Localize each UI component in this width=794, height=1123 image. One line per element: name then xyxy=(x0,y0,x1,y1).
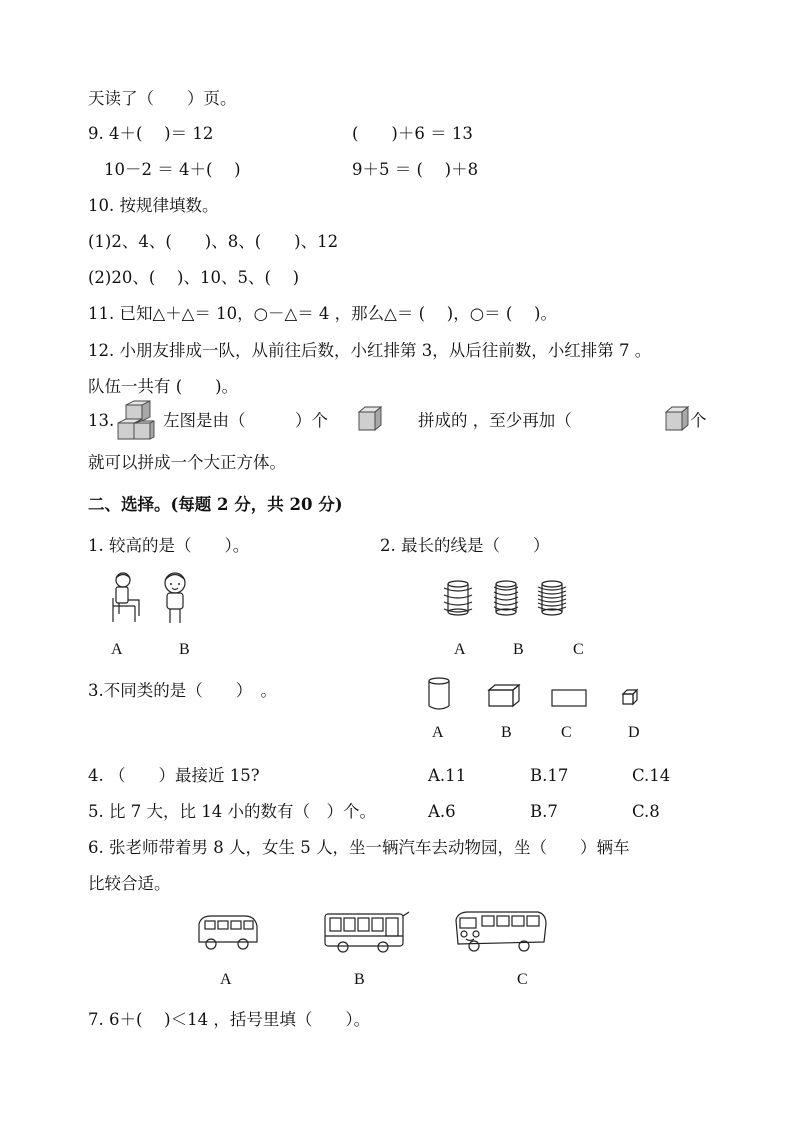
coiled-lines-image xyxy=(440,578,570,620)
choice-5-option-a: A.6 xyxy=(428,802,456,821)
small-van-image xyxy=(195,912,259,952)
choice-2: 2. 最长的线是（ ） xyxy=(380,536,550,555)
q2-label-a: A xyxy=(454,641,466,658)
choice-4-option-b: B.17 xyxy=(530,766,569,785)
choice-7: 7. 6＋( )＜14 ，括号里填（ ）。 xyxy=(88,1010,371,1029)
choice-5-option-b: B.7 xyxy=(530,802,558,821)
stacked-cubes-figure xyxy=(116,401,156,441)
q11: 11. 已知△＋△＝ 10，○－△＝ 4 ，那么△＝ ( )，○＝ ( )。 xyxy=(88,304,557,323)
q13-text-d: 就可以拼成一个大正方体。 xyxy=(88,453,286,472)
q10-part1: (1)2、4、( )、8、( )、12 xyxy=(88,232,339,251)
single-cube-icon xyxy=(357,406,383,432)
q13-number: 13. xyxy=(88,411,115,430)
choice-4-option-c: C.14 xyxy=(632,766,671,785)
standing-boy-image xyxy=(158,570,194,626)
q13-text-a: 左图是由（ ）个 xyxy=(163,411,328,430)
q6-label-c: C xyxy=(517,971,528,988)
choice-5: 5. 比 7 大，比 14 小的数有（ ）个。 xyxy=(88,802,376,821)
city-bus-image xyxy=(323,910,411,954)
choice-3: 3.不同类的是（ ） 。 xyxy=(88,681,277,700)
section-2-title: 二、选择。(每题 2 分，共 20 分) xyxy=(88,495,343,514)
choice-1: 1. 较高的是（ ）。 xyxy=(88,536,250,555)
q6-label-a: A xyxy=(220,971,232,988)
q3-label-d: D xyxy=(628,724,640,741)
q9-c: 10－2 ＝ 4＋( ) xyxy=(104,160,241,179)
q2-label-b: B xyxy=(513,641,524,658)
choice-6-line2: 比较合适。 xyxy=(88,874,171,893)
sitting-boy-image xyxy=(105,570,145,626)
choice-5-option-c: C.8 xyxy=(632,802,660,821)
q12-line1: 12. 小朋友排成一队，从前往后数，小红排第 3，从后往前数，小红排第 7 。 xyxy=(88,341,652,360)
single-cube-icon xyxy=(664,406,690,432)
q9-d: 9＋5 ＝ ( )＋8 xyxy=(352,160,479,179)
q10-title: 10. 按规律填数。 xyxy=(88,196,219,215)
choice-6-line1: 6. 张老师带着男 8 人，女生 5 人，坐一辆汽车去动物园，坐（ ）辆车 xyxy=(88,838,630,857)
q3-label-b: B xyxy=(501,724,512,741)
q13-text-b: 拼成的 ，至少再加（ xyxy=(418,411,572,430)
solid-shapes-image xyxy=(425,676,645,712)
large-bus-image xyxy=(452,906,550,954)
choice-4: 4. （ ）最接近 15? xyxy=(88,766,260,785)
q6-label-b: B xyxy=(354,971,365,988)
choice-4-option-a: A.11 xyxy=(428,766,467,785)
q3-label-a: A xyxy=(432,724,444,741)
q1-label-a: A xyxy=(111,641,123,658)
q2-label-c: C xyxy=(573,641,584,658)
q9-a: 9. 4＋( )＝ 12 xyxy=(88,124,214,143)
line-continued: 天读了（ ）页。 xyxy=(88,89,237,108)
q10-part2: (2)20、( )、10、5、( ) xyxy=(88,268,300,287)
q9-b: ( )＋6 ＝ 13 xyxy=(352,124,473,143)
q13-text-c: 个 xyxy=(690,411,707,430)
q12-line2: 队伍一共有 ( )。 xyxy=(88,377,239,396)
q1-label-b: B xyxy=(179,641,190,658)
q3-label-c: C xyxy=(561,724,572,741)
